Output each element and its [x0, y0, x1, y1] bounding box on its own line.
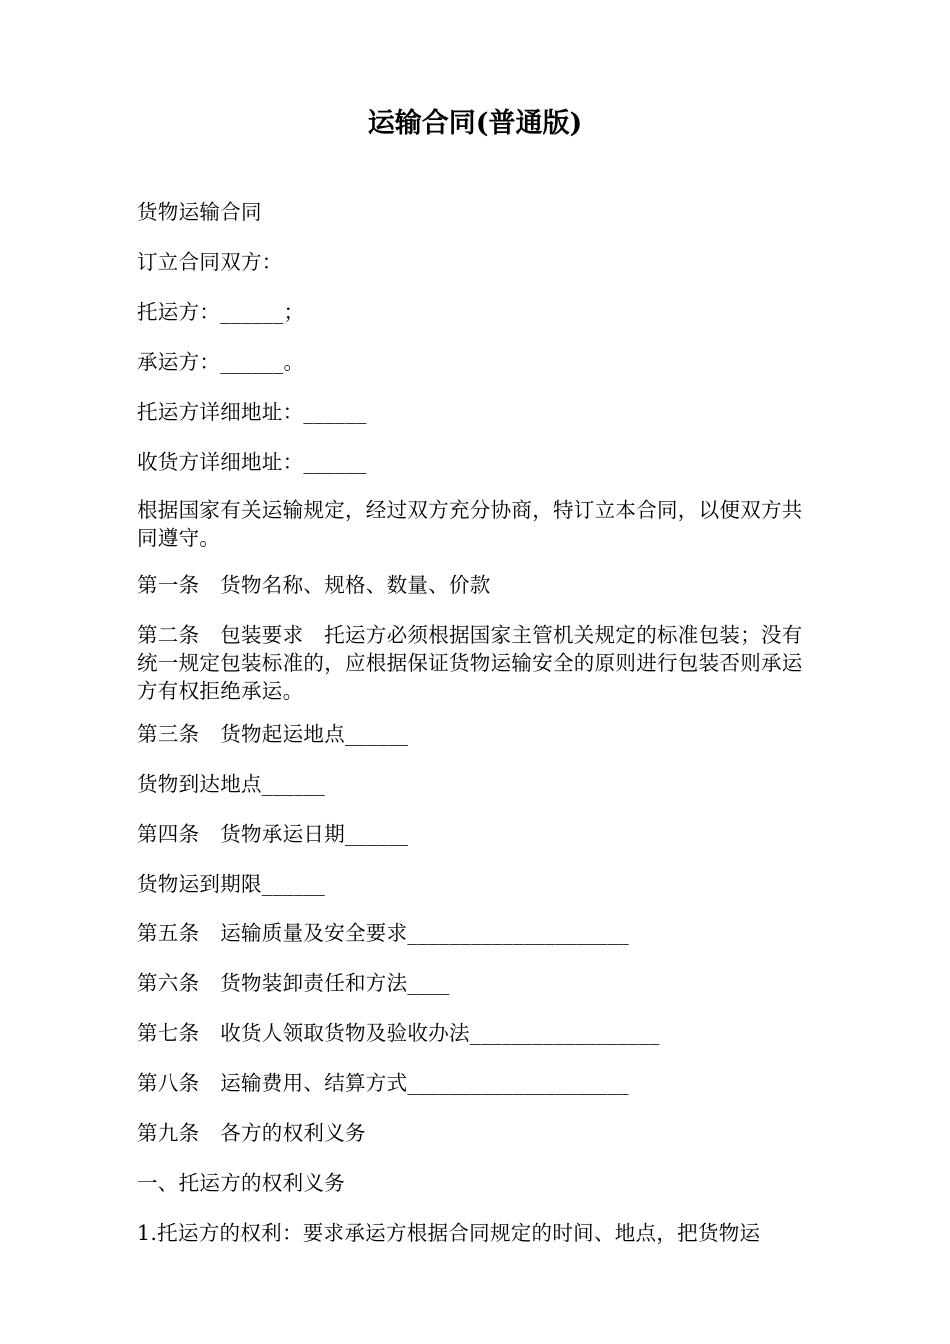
article-5: 第五条 运输质量及安全要求_____________________: [137, 921, 629, 945]
paragraph-heading: 货物运输合同: [137, 200, 262, 224]
article-1: 第一条 货物名称、规格、数量、价款: [137, 573, 491, 597]
paragraph-shipper-address: 托运方详细地址：______: [137, 400, 367, 424]
paragraph-destination: 货物到达地点______: [137, 772, 326, 796]
article-8: 第八条 运输费用、结算方式_____________________: [137, 1071, 629, 1095]
paragraph-preamble: 根据国家有关运输规定，经过双方充分协商，特订立本合同，以便双方共同遵守。: [137, 498, 803, 550]
section-shipper-rights: 一、托运方的权利义务: [137, 1171, 345, 1195]
article-7: 第七条 收货人领取货物及验收办法__________________: [137, 1021, 660, 1045]
article-6: 第六条 货物装卸责任和方法____: [137, 971, 450, 995]
paragraph-consignee-address: 收货方详细地址：______: [137, 450, 367, 474]
paragraph-delivery-deadline: 货物运到期限______: [137, 872, 326, 896]
article-3: 第三条 货物起运地点______: [137, 722, 409, 746]
paragraph-shipper: 托运方：______；: [137, 300, 305, 324]
paragraph-shipper-rights-1: 1.托运方的权利：要求承运方根据合同规定的时间、地点，把货物运: [137, 1221, 761, 1245]
document-title: 运输合同(普通版): [367, 108, 583, 139]
paragraph-carrier: 承运方：______。: [137, 350, 305, 374]
article-2: 第二条 包装要求 托运方必须根据国家主管机关规定的标准包装；没有统一规定包装标准的，应根据保证货物运输安全的原则进行包装否则承运方有权拒绝承运。: [137, 623, 803, 703]
paragraph-parties: 订立合同双方：: [137, 250, 283, 274]
article-4: 第四条 货物承运日期______: [137, 822, 409, 846]
article-9: 第九条 各方的权利义务: [137, 1121, 366, 1145]
